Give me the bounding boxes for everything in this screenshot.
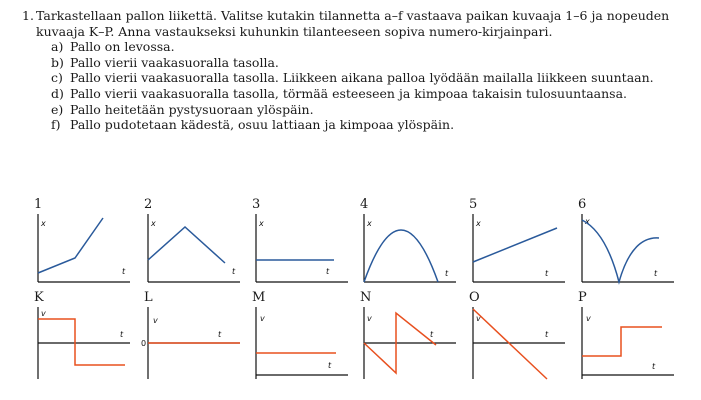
x-axis-label: x (367, 219, 372, 228)
position-curve (582, 220, 659, 282)
t-axis-label: t (445, 269, 449, 278)
velocity-graph-N (356, 305, 466, 385)
v-axis-label: v (260, 314, 265, 323)
item-text: Pallo pudotetaan kädestä, osuu lattiaan ja kimpoaa ylöspäin. (70, 117, 455, 133)
position-graph-6 (574, 210, 684, 290)
item-label: c) (51, 70, 63, 86)
situation-item (36, 117, 676, 133)
velocity-graph-M (248, 305, 358, 385)
situation-item (36, 55, 676, 71)
situation-item (36, 102, 676, 118)
v-axis-label: v (476, 314, 481, 323)
velocity-graph-label-O: O (469, 290, 480, 305)
velocity-graph-label-M: M (252, 290, 266, 305)
position-graph-label-1: 1 (34, 197, 43, 212)
situation-item (36, 39, 676, 55)
position-graph-label-6: 6 (578, 197, 587, 212)
item-label: e) (51, 101, 64, 117)
position-graph-3 (248, 210, 358, 290)
t-axis-label: t (430, 330, 434, 339)
x-axis-label: x (41, 219, 46, 228)
item-label: f) (51, 117, 61, 133)
item-label: d) (51, 85, 64, 101)
t-axis-label: t (654, 269, 658, 278)
t-axis-label: t (328, 361, 332, 370)
velocity-graph-K (30, 305, 140, 385)
velocity-graph-O (465, 305, 575, 385)
velocity-graph-label-P: P (578, 290, 587, 305)
question-number: 1. (22, 8, 34, 23)
position-curve (38, 218, 103, 273)
position-curve (148, 227, 225, 263)
question-block (22, 8, 676, 133)
velocity-curve (473, 309, 547, 379)
situation-item (36, 70, 676, 86)
velocity-graph-L (140, 305, 250, 385)
position-graph-2 (140, 210, 250, 290)
v-axis-label: v (367, 314, 372, 323)
position-graph-label-4: 4 (360, 197, 369, 212)
velocity-graph-label-K: K (34, 290, 44, 305)
x-axis-label: x (585, 217, 590, 226)
zero-label: 0 (141, 339, 147, 348)
velocity-graph-label-N: N (360, 290, 372, 305)
t-axis-label: t (545, 269, 549, 278)
velocity-curve (582, 327, 662, 356)
t-axis-label: t (652, 362, 656, 371)
item-text: Pallo vierii vaakasuoralla tasolla. (70, 54, 279, 70)
position-graph-label-3: 3 (252, 197, 261, 212)
x-axis-label: x (151, 219, 156, 228)
v-axis-label: v (586, 314, 591, 323)
velocity-curve (38, 319, 125, 365)
velocity-graph-label-L: L (144, 290, 153, 305)
position-curve (364, 230, 438, 282)
item-label: a) (51, 39, 64, 55)
v-axis-label: v (153, 316, 158, 325)
position-graph-1 (30, 210, 140, 290)
t-axis-label: t (120, 330, 124, 339)
item-text: Pallo heitetään pystysuoraan ylöspäin. (70, 101, 314, 117)
t-axis-label: t (326, 267, 330, 276)
position-graph-4 (356, 210, 466, 290)
x-axis-label: x (476, 219, 481, 228)
situation-list (36, 39, 676, 133)
x-axis-label: x (259, 219, 264, 228)
position-curve (473, 228, 557, 262)
t-axis-label: t (232, 267, 236, 276)
t-axis-label: t (122, 267, 126, 276)
velocity-graph-P (574, 305, 684, 385)
situation-item (36, 86, 676, 102)
position-graph-label-2: 2 (144, 197, 153, 212)
position-graph-5 (465, 210, 575, 290)
position-graph-label-5: 5 (469, 197, 478, 212)
v-axis-label: v (41, 309, 46, 318)
item-text: Pallo on levossa. (70, 39, 175, 55)
item-text: Pallo vierii vaakasuoralla tasolla. Liikkeen aikana palloa lyödään mailalla liikkeen suuntaan. (70, 70, 654, 86)
question-text: Tarkastellaan pallon liikettä. Valitse kutakin tilannetta a–f vastaava paikan kuvaaja 1–6 ja nopeuden kuvaaja K–P. Anna vastaukseksi kuhunkin tilanteeseen sopiva numero-kirjainpari. (36, 8, 670, 39)
item-label: b) (51, 54, 64, 70)
t-axis-label: t (545, 330, 549, 339)
t-axis-label: t (218, 330, 222, 339)
item-text: Pallo vierii vaakasuoralla tasolla, törmää esteeseen ja kimpoaa takaisin tulosuuntaansa. (70, 85, 628, 101)
